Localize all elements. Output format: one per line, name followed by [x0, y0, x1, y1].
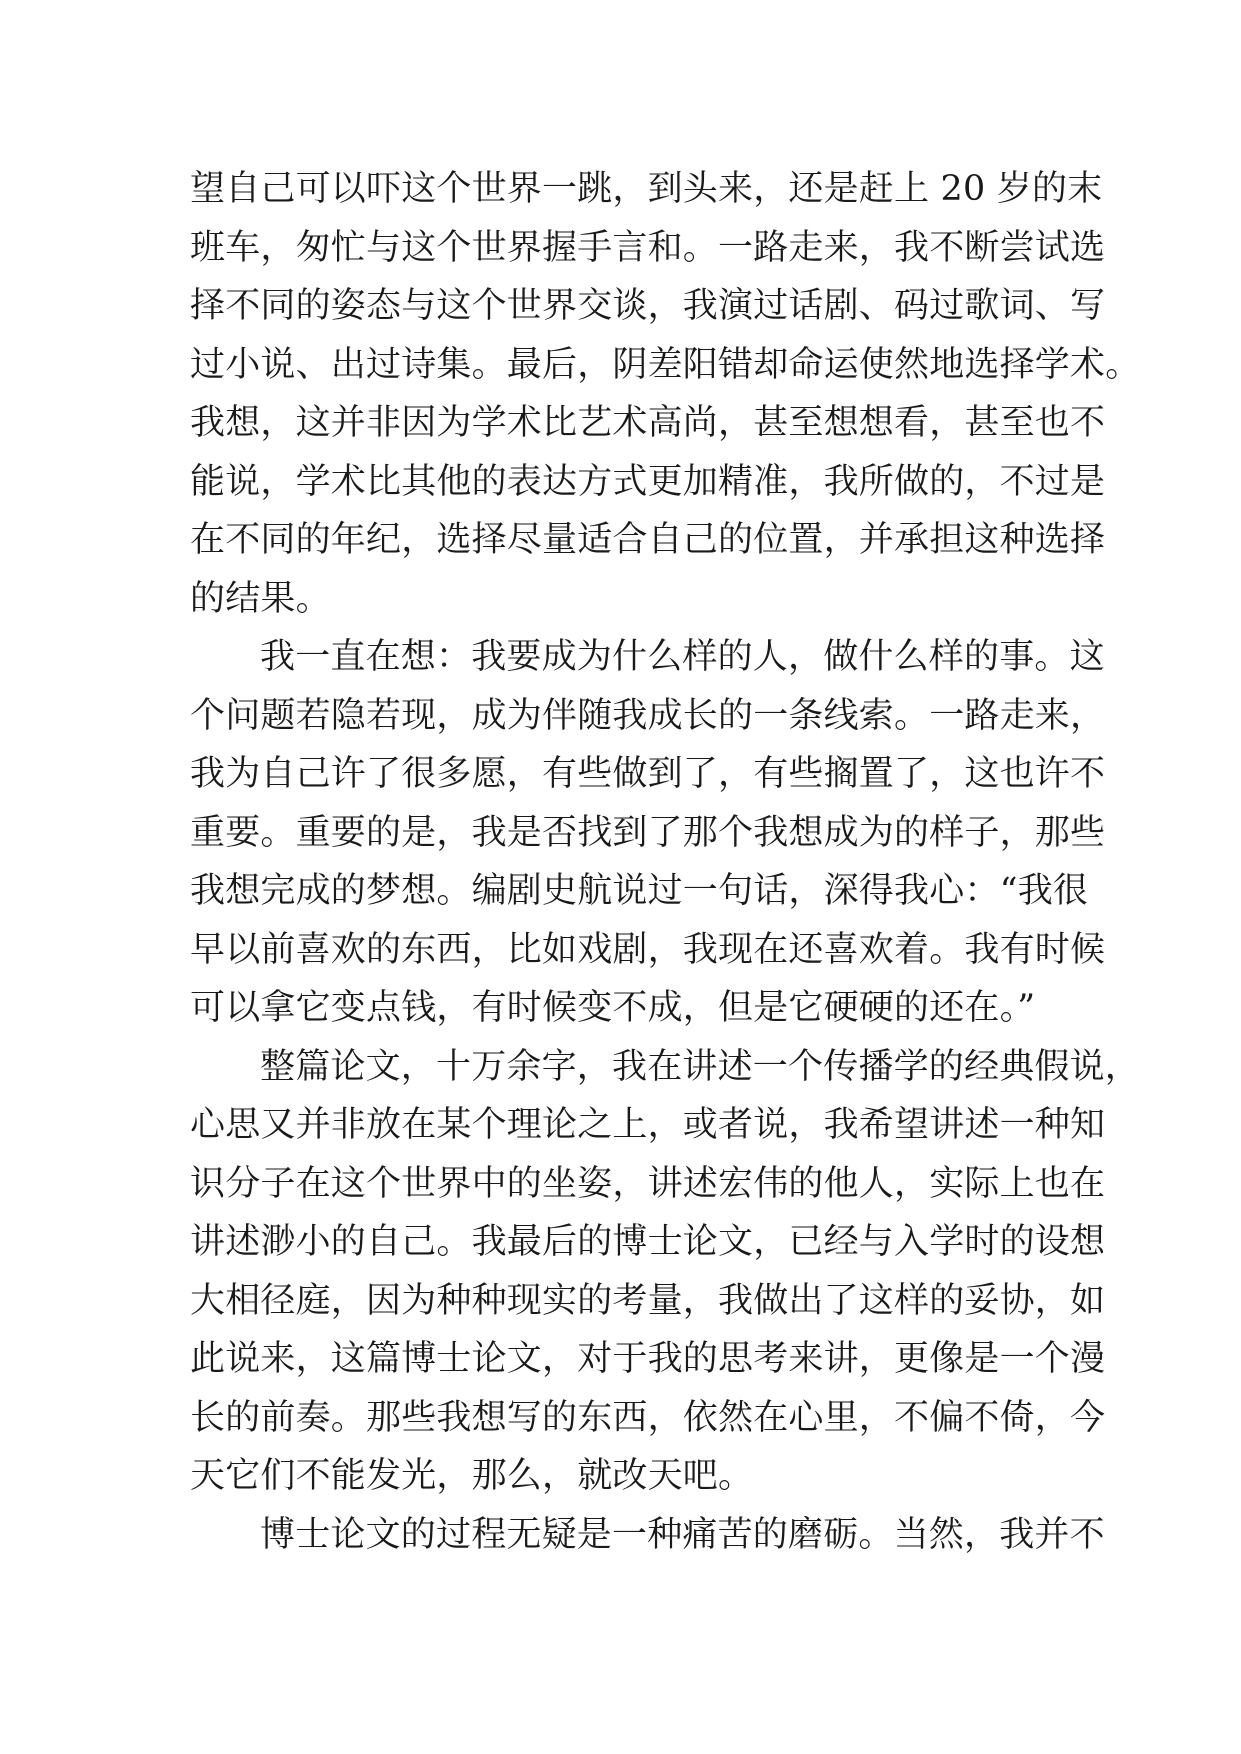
text-line: 博士论文的过程无疑是一种痛苦的磨砺。当然，我并不: [260, 1514, 1105, 1555]
text-line: 过小说、出过诗集。最后，阴差阳错却命运使然地选择学术。: [190, 344, 1141, 385]
text-line: 能说，学术比其他的表达方式更加精准，我所做的，不过是: [190, 461, 1106, 502]
text-line: 班车，匆忙与这个世界握手言和。一路走来，我不断尝试选: [190, 227, 1106, 268]
text-line: 讲述渺小的自己。我最后的博士论文，已经与入学时的设想: [190, 1222, 1106, 1262]
text-line: 望自己可以吓这个世界一跳，到头来，还是赶上 20 岁的末: [190, 169, 1103, 209]
paragraph: [190, 1038, 1141, 1506]
paragraph: [190, 628, 1106, 1038]
text-line: 个问题若隐若现，成为伴随我成长的一条线索。一路走来，: [190, 695, 1106, 736]
text-line: 的结果。: [190, 578, 331, 619]
body-text: [190, 160, 1141, 1564]
paragraph: [190, 1506, 1105, 1565]
paragraph: [190, 160, 1141, 628]
text-line: 我想完成的梦想。编剧史航说过一句话，深得我心：“我很: [190, 871, 1089, 911]
text-line: 重要。重要的是，我是否找到了那个我想成为的样子，那些: [190, 812, 1106, 853]
text-line: 可以拿它变点钱，有时候变不成，但是它硬硬的还在。”: [190, 988, 1036, 1028]
text-line: 我为自己许了很多愿，有些做到了，有些搁置了，这也许不: [190, 754, 1106, 794]
text-line: 长的前奏。那些我想写的东西，依然在心里，不偏不倚，今: [190, 1397, 1106, 1438]
text-line: 整篇论文，十万余字，我在讲述一个传播学的经典假说，: [260, 1046, 1141, 1087]
text-line: 大相径庭，因为种种现实的考量，我做出了这样的妥协，如: [190, 1280, 1106, 1321]
text-line: 择不同的姿态与这个世界交谈，我演过话剧、码过歌词、写: [190, 286, 1106, 326]
text-line: 早以前喜欢的东西，比如戏剧，我现在还喜欢着。我有时候: [190, 929, 1106, 970]
text-line: 我想，这并非因为学术比艺术高尚，甚至想想看，甚至也不: [190, 403, 1106, 443]
text-line: 心思又并非放在某个理论之上，或者说，我希望讲述一种知: [190, 1105, 1106, 1145]
text-line: 此说来，这篇博士论文，对于我的思考来讲，更像是一个漫: [190, 1339, 1106, 1379]
text-line: 在不同的年纪，选择尽量适合自己的位置，并承担这种选择: [190, 520, 1106, 560]
text-line: 我一直在想：我要成为什么样的人，做什么样的事。这: [260, 637, 1105, 677]
text-line: 天它们不能发光，那么，就改天吧。: [190, 1456, 754, 1496]
text-line: 识分子在这个世界中的坐姿，讲述宏伟的他人，实际上也在: [190, 1163, 1106, 1204]
